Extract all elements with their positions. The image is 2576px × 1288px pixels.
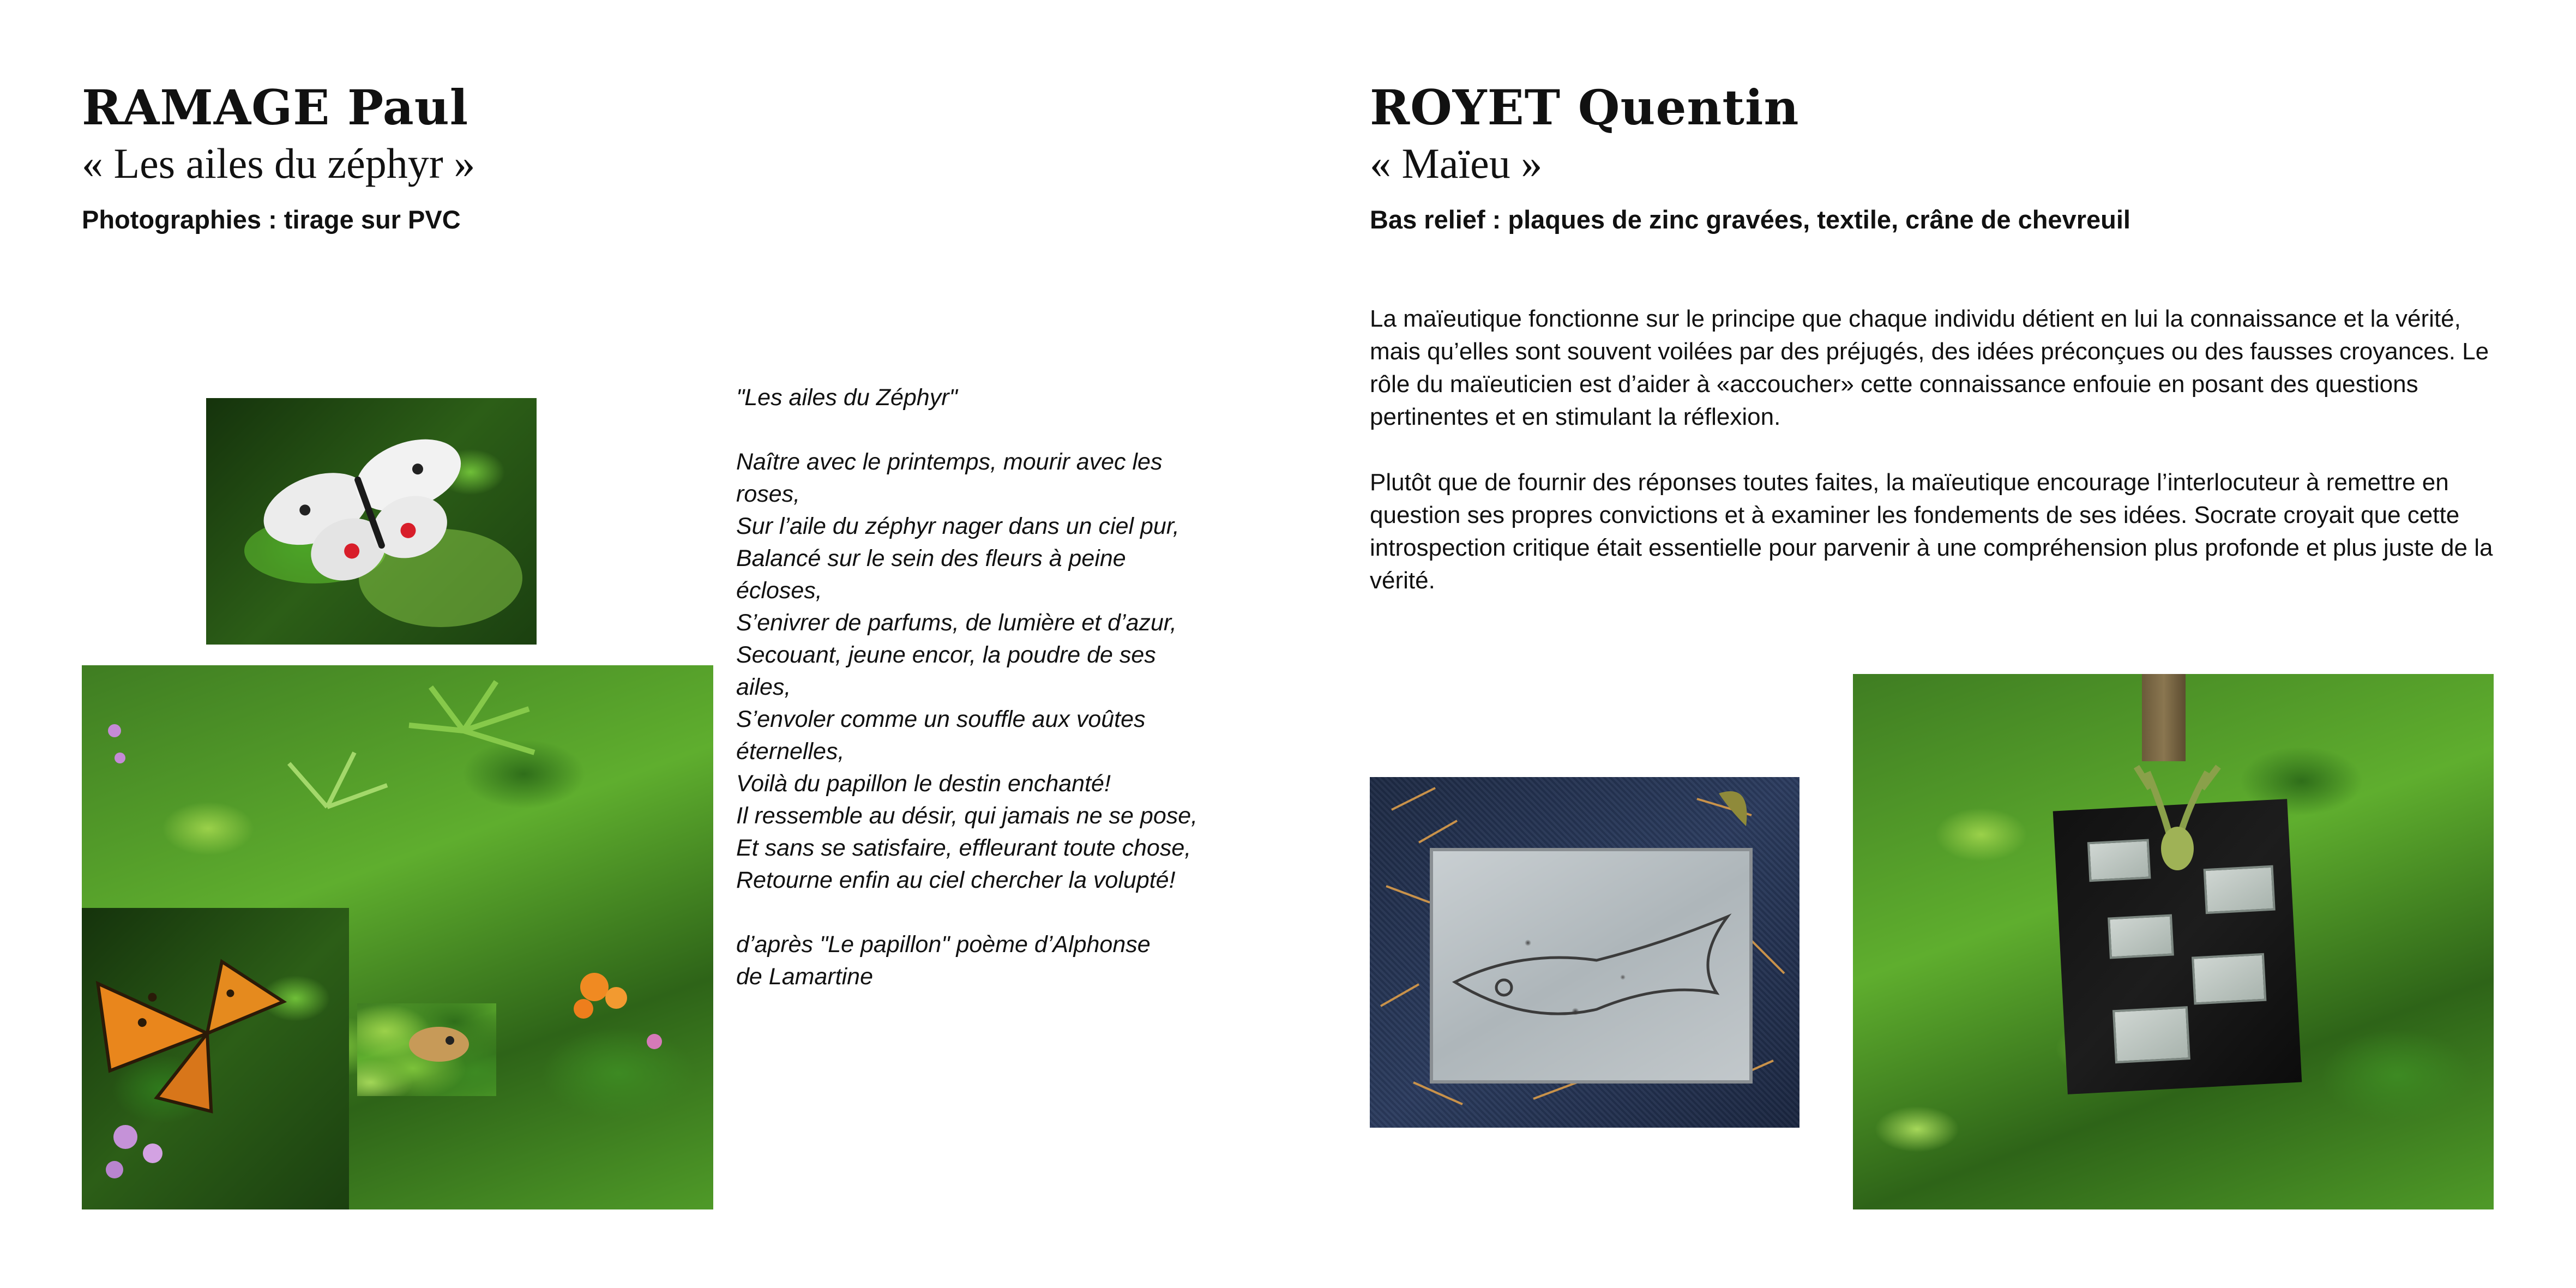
poem-line: éternelles, [736, 738, 845, 765]
poem-line: roses, [736, 481, 801, 507]
orange-butterfly-print [82, 908, 349, 1209]
deer-skull-illustration [1853, 674, 2494, 1209]
poem-line: Secouant, jeune encor, la poudre de ses [736, 642, 1156, 668]
poem-line: Il ressemble au désir, qui jamais ne se pose, [736, 803, 1198, 829]
poem-line: Balancé sur le sein des fleurs à peine [736, 545, 1126, 571]
poem-line: Sur l’aile du zéphyr nager dans un ciel pur, [736, 513, 1179, 539]
garden-photo-large [82, 665, 713, 1209]
poem-line: Retourne enfin au ciel chercher la volupté! [736, 867, 1176, 893]
poem-credit: d’après "Le papillon" poème d’Alphonse [736, 931, 1151, 958]
poem-line: Et sans se satisfaire, effleurant toute chose, [736, 835, 1191, 861]
description-paragraph: La maïeutique fonctionne sur le principe que chaque individu détient en lui la connaissance et la vérité, mais qu’elles sont souvent voilées par des préjugés, des idées préconçues ou des fausses croyances. Le rôle du maïeuticien est d’aider à «accoucher» cette connaissance enfouie en posant des questions pertinentes et en stimulant la réflexion. [1370, 305, 2489, 430]
poem-line: Voilà du papillon le destin enchanté! [736, 771, 1111, 797]
zinc-plate-photo [1370, 777, 1799, 1128]
poem-block [736, 382, 1232, 993]
poem-line: ailes, [736, 674, 791, 700]
medium-left: Photographies : tirage sur PVC [82, 205, 461, 234]
apollo-butterfly-illustration [206, 398, 537, 645]
poem-line: écloses, [736, 577, 822, 604]
engraved-fish-illustration [1433, 851, 1749, 1080]
artist-name-left: RAMAGE Paul [82, 79, 469, 136]
work-title-left: « Les ailes du zéphyr » [82, 140, 476, 187]
medium-right: Bas relief : plaques de zinc gravées, textile, crâne de chevreuil [1370, 205, 2130, 234]
description-text [1370, 303, 2509, 630]
poem-line: Naître avec le printemps, mourir avec les [736, 449, 1163, 475]
poem-heading: "Les ailes du Zéphyr" [736, 384, 958, 411]
installation-photo [1853, 674, 2494, 1209]
description-paragraph: Plutôt que de fournir des réponses toutes faites, la maïeutique encourage l’interlocuteur à remettre en question ses propres convictions et à examiner les fondements de ses idées. Socrate croyait que cette introspection critique était essentielle pour parvenir à une compréhension plus profonde et plus juste de la vérité. [1370, 469, 2493, 594]
butterfly-photo-small [206, 398, 537, 645]
engraved-zinc-plate [1430, 848, 1753, 1084]
work-title-right: « Maïeu » [1370, 140, 1543, 187]
poem-line: S’enivrer de parfums, de lumière et d’azur, [736, 610, 1177, 636]
poem-line: S’envoler comme un souffle aux voûtes [736, 706, 1146, 732]
brown-butterfly-print [357, 1003, 496, 1096]
poem-credit: de Lamartine [736, 964, 873, 990]
fritillary-butterfly-illustration [82, 908, 349, 1209]
meadow-butterfly-illustration [357, 1003, 496, 1096]
artist-name-right: ROYET Quentin [1370, 79, 1799, 136]
